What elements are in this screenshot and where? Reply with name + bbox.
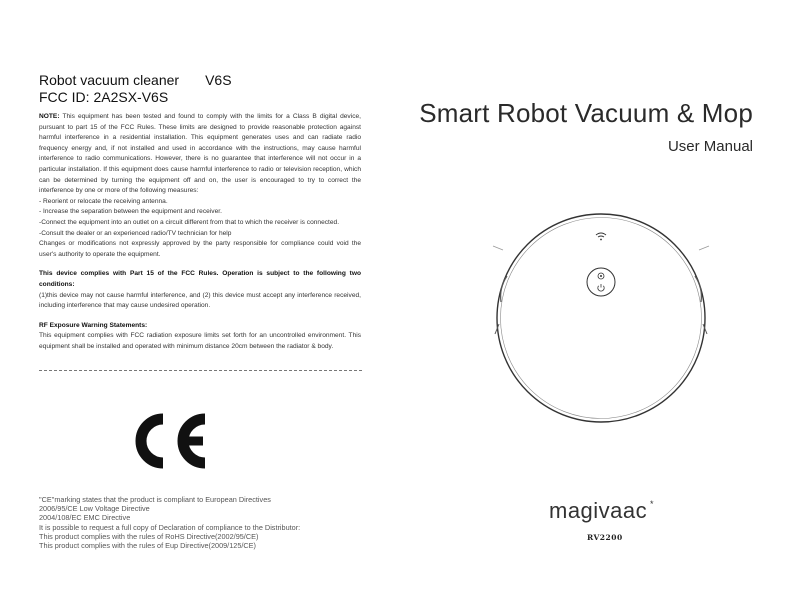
note-text: This equipment has been tested and found to comply with the limits for a Class B digital device, pursuant to part 15 of the FCC Rules. These limits are designed to provide reasonable protection against harmful interference in a residential installation. This equipment generates uses and can radiate radio frequency energy and, if not installed and used in accordance with the instructions, may cause harmful interference to radio communications. However, there is no guarantee that interference will not occur in a particular installation. If this equipment does cause harmful interference to radio or television reception, which can be determined by turning the equipment off and on, the user is encouraged to try to correct the interference by one or more of the following measures: <box>39 113 361 195</box>
robot-vacuum-illustration <box>487 206 715 426</box>
directive-line: It is possible to request a full copy of Declaration of compliance to the Distributor: <box>39 522 301 532</box>
measure-item: - Reorient or relocate the receiving antenna. <box>39 197 168 205</box>
brand-logo: magivaac <box>549 498 648 523</box>
brand-mark: * <box>650 499 654 509</box>
product-name: Robot vacuum cleaner <box>39 72 180 88</box>
directive-line: This product complies with the rules of RoHS Directive(2002/95/CE) <box>39 531 259 541</box>
model-code: RV2200 <box>587 533 623 542</box>
modification-text: Changes or modifications not expressly approved by the party responsible for compliance could void the user's authority to operate the equipment. <box>39 240 361 258</box>
product-model: V6S <box>205 72 232 88</box>
directive-line: 2004/108/EC EMC Directive <box>39 513 131 523</box>
part15-text: (1)this device may not cause harmful interference, and (2) this device must accept any interference received, including interference that may cause undesired operation. <box>39 291 361 310</box>
directive-line: 2006/95/CE Low Voltage Directive <box>39 504 150 514</box>
fcc-notice <box>39 112 361 352</box>
ce-mark-icon <box>133 413 213 469</box>
right-page <box>401 0 802 591</box>
manual-title: Smart Robot Vacuum & Mop <box>419 98 753 128</box>
measure-item: - Increase the separation between the equipment and receiver. <box>39 208 222 216</box>
note-label: NOTE: <box>39 113 60 120</box>
part15-heading: This device complies with Part 15 of the FCC Rules. Operation is subject to the following two conditions: <box>39 270 361 288</box>
directive-line: "CE"marking states that the product is compliant to European Directives <box>39 495 271 504</box>
rf-text: This equipment complies with FCC radiation exposure limits set forth for an uncontrolled environment. This equipment shall be installed and operated with minimum distance 20cm between the radiator & body. <box>39 332 361 350</box>
measure-item: -Connect the equipment into an outlet on a circuit different from that to which the receiver is connected. <box>39 218 340 226</box>
manual-subtitle: User Manual <box>667 138 753 155</box>
dashed-divider <box>39 370 362 371</box>
fcc-id: FCC ID: 2A2SX-V6S <box>39 89 169 105</box>
directive-line: This product complies with the rules of Eup Directive(2009/125/CE) <box>39 541 256 551</box>
rf-heading: RF Exposure Warning Statements: <box>39 321 148 329</box>
product-name-line <box>39 72 232 88</box>
ce-directives <box>39 495 369 550</box>
measure-item: -Consult the dealer or an experienced radio/TV technician for help <box>39 229 232 237</box>
note-paragraph <box>39 112 361 197</box>
